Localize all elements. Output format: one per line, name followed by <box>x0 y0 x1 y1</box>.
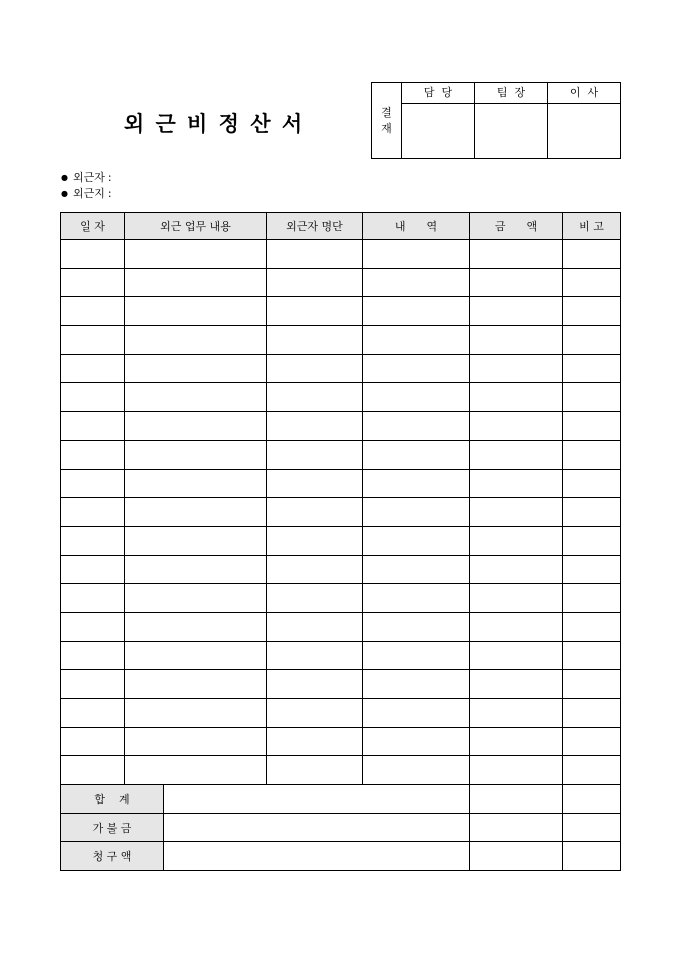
details-cell[interactable] <box>363 240 470 269</box>
summary-row-advance <box>61 813 621 842</box>
table-row <box>61 412 621 441</box>
approval-stamp-manager[interactable] <box>402 104 475 159</box>
remarks-cell[interactable] <box>563 584 621 613</box>
date-cell[interactable] <box>61 584 125 613</box>
approval-box <box>371 82 621 159</box>
summary-cell[interactable] <box>164 813 470 842</box>
header-date: 일 자 <box>61 213 125 240</box>
remarks-cell[interactable] <box>563 526 621 555</box>
details-cell[interactable] <box>363 469 470 498</box>
table-row <box>61 326 621 355</box>
info-section <box>61 170 118 202</box>
remarks-cell[interactable] <box>563 498 621 527</box>
summary-remarks-cell[interactable] <box>563 842 621 871</box>
table-row <box>61 756 621 785</box>
work-content-cell[interactable] <box>125 584 267 613</box>
work-content-cell[interactable] <box>125 670 267 699</box>
remarks-cell[interactable] <box>563 354 621 383</box>
table-row <box>61 440 621 469</box>
date-cell[interactable] <box>61 670 125 699</box>
summary-row-total <box>61 785 621 814</box>
amount-cell[interactable] <box>470 326 563 355</box>
amount-cell[interactable] <box>470 268 563 297</box>
details-cell[interactable] <box>363 354 470 383</box>
remarks-cell[interactable] <box>563 469 621 498</box>
work-content-cell[interactable] <box>125 240 267 269</box>
remarks-cell[interactable] <box>563 699 621 728</box>
details-cell[interactable] <box>363 641 470 670</box>
work-content-cell[interactable] <box>125 756 267 785</box>
details-cell[interactable] <box>363 699 470 728</box>
table-row <box>61 240 621 269</box>
approval-label-director: 이 사 <box>548 83 621 104</box>
date-cell[interactable] <box>61 240 125 269</box>
date-cell[interactable] <box>61 469 125 498</box>
amount-cell[interactable] <box>470 383 563 412</box>
amount-cell[interactable] <box>470 670 563 699</box>
amount-cell[interactable] <box>470 440 563 469</box>
date-cell[interactable] <box>61 526 125 555</box>
approval-label-manager: 담 당 <box>402 83 475 104</box>
table-row <box>61 526 621 555</box>
date-cell[interactable] <box>61 268 125 297</box>
work-content-cell[interactable] <box>125 326 267 355</box>
summary-amount-cell[interactable] <box>470 785 563 814</box>
date-cell[interactable] <box>61 326 125 355</box>
work-content-cell[interactable] <box>125 699 267 728</box>
date-cell[interactable] <box>61 498 125 527</box>
work-content-cell[interactable] <box>125 555 267 584</box>
worker-list-cell[interactable] <box>267 412 363 441</box>
summary-label-total: 합 계 <box>61 785 164 814</box>
table-row <box>61 297 621 326</box>
bullet-icon: ● <box>61 189 68 198</box>
amount-cell[interactable] <box>470 555 563 584</box>
work-content-cell[interactable] <box>125 612 267 641</box>
table-row <box>61 584 621 613</box>
table-row <box>61 555 621 584</box>
work-content-cell[interactable] <box>125 412 267 441</box>
info-label-worker: 외근자 <box>73 171 105 184</box>
table-row <box>61 670 621 699</box>
summary-section <box>61 785 621 871</box>
work-content-cell[interactable] <box>125 727 267 756</box>
work-content-cell[interactable] <box>125 268 267 297</box>
info-colon: : <box>107 171 112 184</box>
amount-cell[interactable] <box>470 526 563 555</box>
amount-cell[interactable] <box>470 727 563 756</box>
table-row <box>61 268 621 297</box>
worker-list-cell[interactable] <box>267 268 363 297</box>
remarks-cell[interactable] <box>563 326 621 355</box>
worker-list-cell[interactable] <box>267 240 363 269</box>
summary-label-claim: 청 구 액 <box>61 842 164 871</box>
remarks-cell[interactable] <box>563 670 621 699</box>
date-cell[interactable] <box>61 297 125 326</box>
amount-cell[interactable] <box>470 699 563 728</box>
worker-list-cell[interactable] <box>267 555 363 584</box>
date-cell[interactable] <box>61 383 125 412</box>
remarks-cell[interactable] <box>563 641 621 670</box>
worker-list-cell[interactable] <box>267 756 363 785</box>
table-row <box>61 498 621 527</box>
info-row-place <box>61 186 118 202</box>
table-row <box>61 354 621 383</box>
remarks-cell[interactable] <box>563 612 621 641</box>
header-worker-list: 외근자 명단 <box>267 213 363 240</box>
amount-cell[interactable] <box>470 756 563 785</box>
work-content-cell[interactable] <box>125 383 267 412</box>
table-row <box>61 612 621 641</box>
header-amount: 금 액 <box>470 213 563 240</box>
worker-list-cell[interactable] <box>267 354 363 383</box>
details-cell[interactable] <box>363 498 470 527</box>
details-cell[interactable] <box>363 526 470 555</box>
amount-cell[interactable] <box>470 297 563 326</box>
worker-list-cell[interactable] <box>267 641 363 670</box>
work-content-cell[interactable] <box>125 498 267 527</box>
amount-cell[interactable] <box>470 641 563 670</box>
approval-label-team-lead: 팀 장 <box>475 83 548 104</box>
amount-cell[interactable] <box>470 584 563 613</box>
details-cell[interactable] <box>363 440 470 469</box>
work-content-cell[interactable] <box>125 297 267 326</box>
date-cell[interactable] <box>61 440 125 469</box>
worker-list-cell[interactable] <box>267 297 363 326</box>
summary-label-advance: 가 불 금 <box>61 813 164 842</box>
worker-list-cell[interactable] <box>267 440 363 469</box>
details-cell[interactable] <box>363 555 470 584</box>
details-cell[interactable] <box>363 670 470 699</box>
remarks-cell[interactable] <box>563 268 621 297</box>
amount-cell[interactable] <box>470 354 563 383</box>
header-work-content: 외근 업무 내용 <box>125 213 267 240</box>
work-content-cell[interactable] <box>125 440 267 469</box>
date-cell[interactable] <box>61 412 125 441</box>
remarks-cell[interactable] <box>563 727 621 756</box>
worker-list-cell[interactable] <box>267 469 363 498</box>
details-cell[interactable] <box>363 326 470 355</box>
remarks-cell[interactable] <box>563 440 621 469</box>
header-remarks: 비 고 <box>563 213 621 240</box>
summary-cell[interactable] <box>164 785 470 814</box>
amount-cell[interactable] <box>470 412 563 441</box>
details-cell[interactable] <box>363 383 470 412</box>
work-content-cell[interactable] <box>125 526 267 555</box>
summary-remarks-cell[interactable] <box>563 813 621 842</box>
date-cell[interactable] <box>61 612 125 641</box>
summary-row-claim <box>61 842 621 871</box>
amount-cell[interactable] <box>470 240 563 269</box>
summary-amount-cell[interactable] <box>470 813 563 842</box>
amount-cell[interactable] <box>470 469 563 498</box>
header-details: 내 역 <box>363 213 470 240</box>
summary-remarks-cell[interactable] <box>563 785 621 814</box>
remarks-cell[interactable] <box>563 383 621 412</box>
date-cell[interactable] <box>61 699 125 728</box>
worker-list-cell[interactable] <box>267 498 363 527</box>
work-content-cell[interactable] <box>125 469 267 498</box>
worker-list-cell[interactable] <box>267 670 363 699</box>
worker-list-cell[interactable] <box>267 727 363 756</box>
details-cell[interactable] <box>363 727 470 756</box>
bullet-icon: ● <box>61 173 68 182</box>
worker-list-cell[interactable] <box>267 383 363 412</box>
details-cell[interactable] <box>363 268 470 297</box>
remarks-cell[interactable] <box>563 756 621 785</box>
table-row <box>61 699 621 728</box>
approval-side-label: 결 재 <box>372 83 402 159</box>
table-row <box>61 383 621 412</box>
date-cell[interactable] <box>61 641 125 670</box>
table-header-row <box>61 213 621 240</box>
amount-cell[interactable] <box>470 612 563 641</box>
date-cell[interactable] <box>61 555 125 584</box>
amount-cell[interactable] <box>470 498 563 527</box>
worker-list-cell[interactable] <box>267 526 363 555</box>
work-content-cell[interactable] <box>125 641 267 670</box>
document-title: 외 근 비 정 산 서 <box>123 111 305 136</box>
remarks-cell[interactable] <box>563 555 621 584</box>
summary-amount-cell[interactable] <box>470 842 563 871</box>
work-content-cell[interactable] <box>125 354 267 383</box>
info-label-place: 외근지 <box>73 187 105 200</box>
info-row-worker <box>61 170 118 186</box>
date-cell[interactable] <box>61 727 125 756</box>
remarks-cell[interactable] <box>563 412 621 441</box>
approval-stamp-director[interactable] <box>548 104 621 159</box>
table-body <box>61 240 621 785</box>
worker-list-cell[interactable] <box>267 699 363 728</box>
details-cell[interactable] <box>363 412 470 441</box>
date-cell[interactable] <box>61 756 125 785</box>
worker-list-cell[interactable] <box>267 326 363 355</box>
table-row <box>61 727 621 756</box>
worker-list-cell[interactable] <box>267 612 363 641</box>
worker-list-cell[interactable] <box>267 584 363 613</box>
expense-table <box>60 212 621 871</box>
details-cell[interactable] <box>363 612 470 641</box>
remarks-cell[interactable] <box>563 240 621 269</box>
summary-cell[interactable] <box>164 842 470 871</box>
table-row <box>61 641 621 670</box>
details-cell[interactable] <box>363 297 470 326</box>
table-row <box>61 469 621 498</box>
remarks-cell[interactable] <box>563 297 621 326</box>
info-colon: : <box>107 187 112 200</box>
details-cell[interactable] <box>363 756 470 785</box>
approval-stamp-team-lead[interactable] <box>475 104 548 159</box>
date-cell[interactable] <box>61 354 125 383</box>
details-cell[interactable] <box>363 584 470 613</box>
